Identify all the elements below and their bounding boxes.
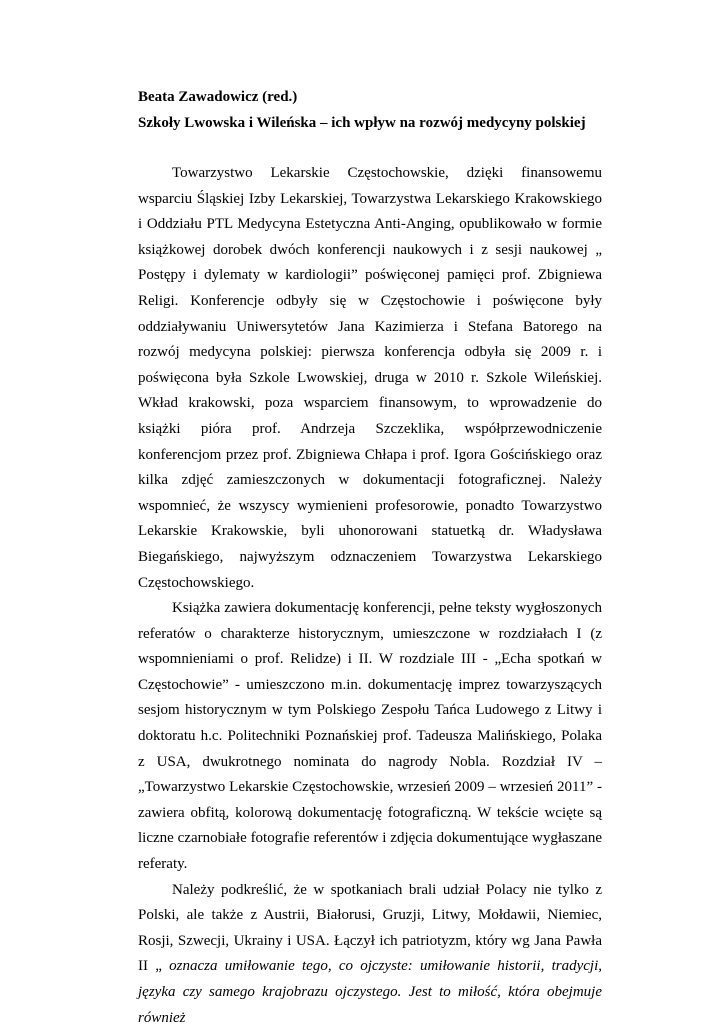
body-paragraph: [138, 878, 602, 1031]
body-paragraph: Książka zawiera dokumentację konferencji, pełne teksty wygłoszonych referatów o charakterze historycznym, umieszczone w rozdziałach I (z wspomnieniami o prof. Relidze) i II. W rozdziale III - „Echa spotkań w Częstochowie” - umieszczono m.in. dokumentację imprez towarzyszących sesjom historycznym w tym Polskiego Zespołu Tańca Ludowego z Litwy i doktoratu h.c. Politechniki Poznańskiej prof. Tadeusza Malińskiego, Polaka z USA, dwukrotnego nominata do nagrody Nobla. Rozdział IV – „Towarzystwo Lekarskie Częstochowskie, wrzesień 2009 – wrzesień 2011” - zawiera obfitą, kolorową dokumentację fotograficzną. W tekście wcięte są liczne czarnobiałe fotografie referentów i zdjęcia dokumentujące wygłaszane referaty.: [138, 600, 602, 873]
paragraph-text: Należy podkreślić, że w spotkaniach brali udział Polacy nie tylko z Polski, ale także z Austrii, Białorusi, Gruzji, Litwy, Mołdawii, Niemiec, Rosji, Szwecji, Ukrainy i USA. Łączył ich patriotyzm, który wg Jana Pawła II „: [138, 881, 602, 975]
document-page: [138, 87, 602, 1031]
body-paragraph: Towarzystwo Lekarskie Częstochowskie, dzięki finansowemu wsparciu Śląskiej Izby Lekarskiej, Towarzystwa Lekarskiego Krakowskiego i Oddziału PTL Medycyna Estetyczna Anti-Anging, opublikowało w formie książkowej dorobek dwóch konferencji naukowych i z sesji naukowej „ Postępy i dylematy w kardiologii” poświęconej pamięci prof. Zbigniewa Religi. Konferencje odbyły się w Częstochowie i poświęcone były oddziaływaniu Uniwersytetów Jana Kazimierza i Stefana Batorego na rozwój medycyna polskiej: pierwsza konferencja odbyła się 2009 r. i poświęcona była Szkole Lwowskiej, druga w 2010 r. Szkole Wileńskiej. Wkład krakowski, poza wsparciem finansowym, to wprowadzenie do książki pióra prof. Andrzeja Szczeklika, współprzewodniczenie konferencjom przez prof. Zbigniewa Chłapa i prof. Igora Gościńskiego oraz kilka zdjęć zamieszczonych w dokumentacji fotograficznej. Należy wspomnieć, że wszyscy wymienieni profesorowie, ponadto Towarzystwo Lekarskie Krakowskie, byli uhonorowani statuetką dr. Władysława Biegańskiego, najwyższym odznaczeniem Towarzystwa Lekarskiego Częstochowskiego.: [138, 165, 602, 591]
author-line: Beata Zawadowicz (red.): [138, 89, 298, 105]
italic-quote: oznacza umiłowanie tego, co ojczyste: umiłowanie historii, tradycji, języka czy samego krajobrazu ojczystego. Jest to miłość, która obejmuje również: [138, 958, 602, 1026]
document-title: Szkoły Lwowska i Wileńska – ich wpływ na rozwój medycyny polskiej: [138, 115, 586, 131]
